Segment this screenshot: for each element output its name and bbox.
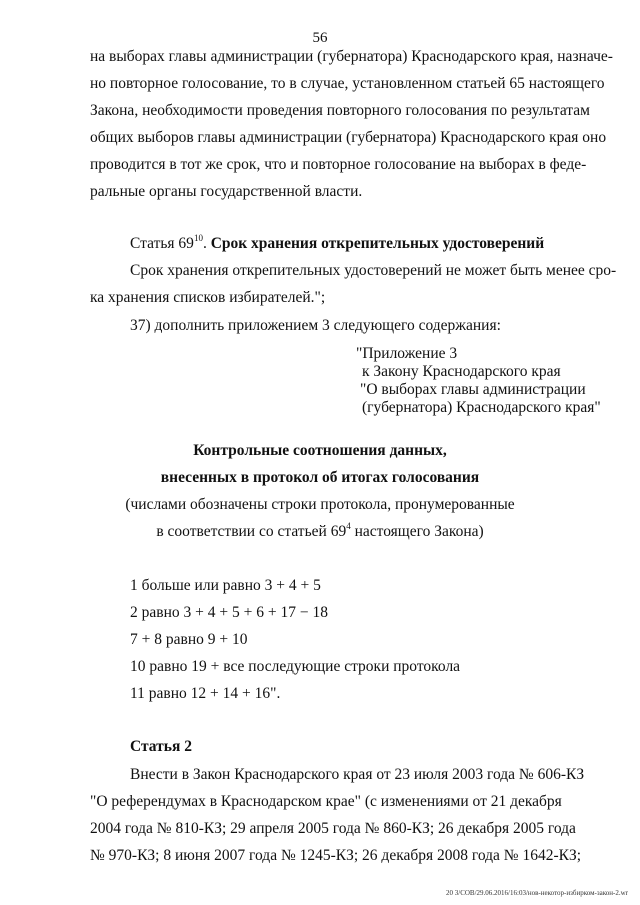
appendix-line: (губернатора) Краснодарского края" — [362, 399, 601, 416]
appendix-line: "Приложение 3 — [356, 345, 458, 362]
para1-line: но повторное голосование, то в случае, установленном статьей 65 настоящего — [90, 75, 605, 92]
item-37: 37) дополнить приложением 3 следующего содержания: — [130, 317, 501, 334]
page-number: 56 — [312, 30, 328, 46]
para1-line: на выборах главы администрации (губернатора) Краснодарского края, назначе- — [90, 48, 613, 65]
para1-line: общих выборов главы администрации (губернатора) Краснодарского края оно — [90, 129, 607, 146]
relation-line: 2 равно 3 + 4 + 5 + 6 + 17 − 18 — [130, 604, 328, 621]
relation-line: 7 + 8 равно 9 + 10 — [130, 631, 248, 648]
relation-line: 10 равно 19 + все последующие строки протокола — [130, 658, 461, 675]
heading-line: Контрольные соотношения данных, — [193, 442, 447, 459]
para1-line: Закона, необходимости проведения повторного голосования по результатам — [90, 102, 590, 119]
appendix-line: "О выборах главы администрации — [360, 381, 586, 398]
note-sup: 4 — [346, 521, 351, 531]
note-prefix: в соответствии со статьей 69 — [156, 523, 347, 540]
para1-line: проводится в тот же срок, что и повторное голосование на выборах в феде- — [90, 156, 587, 173]
article-69-10-heading — [130, 235, 544, 253]
para1-line: ральные органы государственной власти. — [90, 183, 363, 200]
article-2-line: "О референдумах в Краснодарском крае" (с изменениями от 21 декабря — [90, 793, 562, 810]
article-sup: 10 — [193, 233, 203, 243]
article-2-line: 2004 года № 810-КЗ; 29 апреля 2005 года № 860-КЗ; 26 декабря 2005 года — [90, 820, 576, 837]
article-text-line: Срок хранения открепительных удостоверений не может быть менее сро- — [130, 262, 617, 279]
article-2-line: № 970-КЗ; 8 июня 2007 года № 1245-КЗ; 26 декабря 2008 года № 1642-КЗ; — [90, 847, 582, 864]
note-line — [0, 523, 640, 541]
footer-path: 20 3/СОВ/29.06.2016/16:03/нов-некотор-избирком-закон-2.wr — [446, 889, 628, 897]
note-suffix: настоящего Закона) — [350, 523, 484, 540]
note-line: (числами обозначены строки протокола, пронумерованные — [125, 496, 515, 513]
heading-line: внесенных в протокол об итогах голосования — [160, 469, 480, 486]
appendix-line: к Закону Краснодарского края — [362, 363, 561, 380]
article-dot: . — [202, 235, 207, 252]
relation-line: 1 больше или равно 3 + 4 + 5 — [130, 577, 321, 594]
article-title: Срок хранения открепительных удостоверений — [210, 235, 545, 252]
article-text-line: ка хранения списков избирателей."; — [90, 289, 326, 306]
article-prefix: Статья 69 — [130, 235, 194, 252]
article-2-title: Статья 2 — [130, 738, 192, 755]
article-2-line: Внести в Закон Краснодарского края от 23 июля 2003 года № 606-КЗ — [130, 766, 585, 783]
relation-line: 11 равно 12 + 14 + 16". — [130, 685, 281, 702]
